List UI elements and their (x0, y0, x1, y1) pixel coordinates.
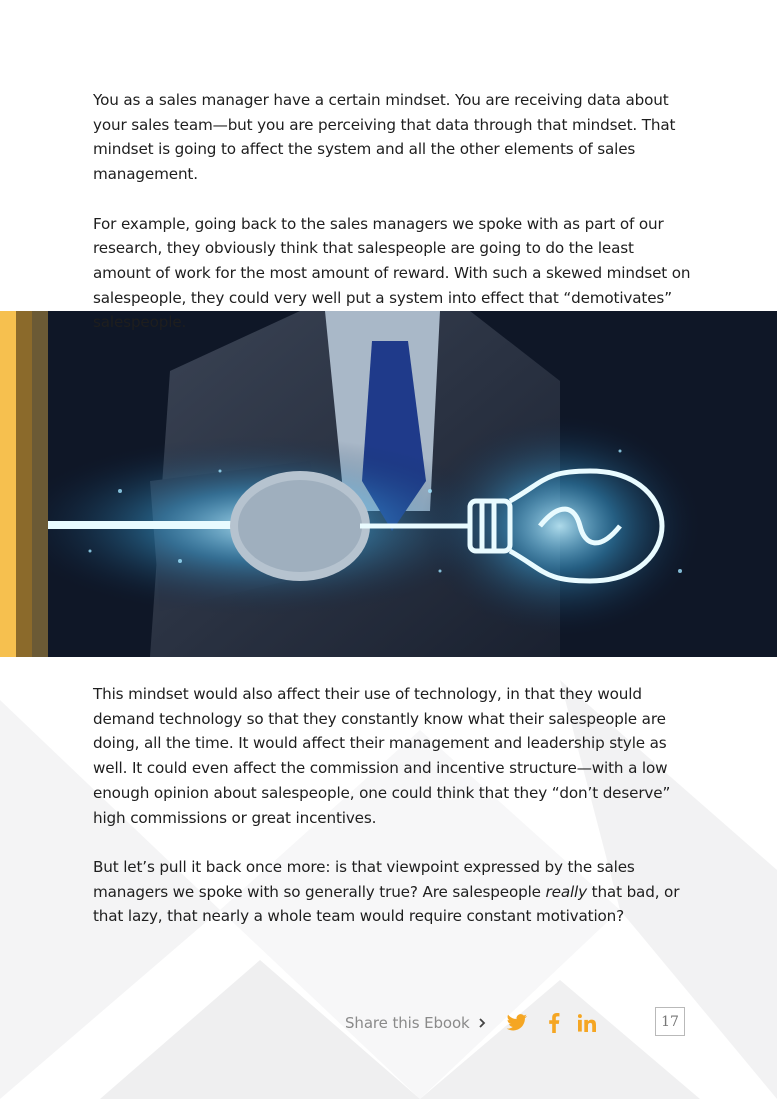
accent-bar (0, 311, 16, 657)
paragraph: You as a sales manager have a certain mindset. You are receiving data about your sales team—but you are perceiving that data through that mindset. That mindset is going to affect the system and all the other elements of sales management. (93, 91, 676, 184)
paragraph: This mindset would also affect their use of technology, in that they would demand technology so that they constantly know what their salespeople are doing, all the time. It would affect their management and leadership style as well. It could even affect the commission and incentive structure—with a low enough opinion about salespeople, one could think that they “don’t deserve” high commissions or great incentives. (93, 685, 671, 827)
chevron-right-icon (478, 1017, 486, 1029)
paragraph-text: But let’s pull it back once more: is that viewpoint expressed by the sales managers we spoke with so generally true? Are salespeople (93, 857, 635, 901)
share-footer (345, 1008, 596, 1038)
twitter-icon[interactable] (506, 1014, 528, 1032)
paragraph: For example, going back to the sales managers we spoke with as part of our research, they obviously think that salespeople are going to do the least amount of work for the most amount of reward. With such a skewed mindset on salespeople, they could very well put a system into effect that “demotivates” salespeople. (93, 214, 691, 332)
page-number: 17 (655, 1007, 685, 1036)
emphasis-text: really (545, 882, 587, 901)
intro-text (93, 88, 693, 335)
accent-bar-shade (16, 311, 32, 657)
share-ebook-link[interactable]: Share this Ebook (345, 1014, 470, 1032)
paragraph-text: that bad, or that lazy, that nearly a whole team would require constant motivation? (93, 882, 680, 926)
paragraph (93, 855, 693, 929)
facebook-icon[interactable] (548, 1013, 560, 1033)
body-text (93, 682, 693, 929)
accent-bar-shade (32, 311, 48, 657)
hero-image-lightbulb-fist (0, 311, 777, 657)
linkedin-icon[interactable] (578, 1014, 596, 1032)
